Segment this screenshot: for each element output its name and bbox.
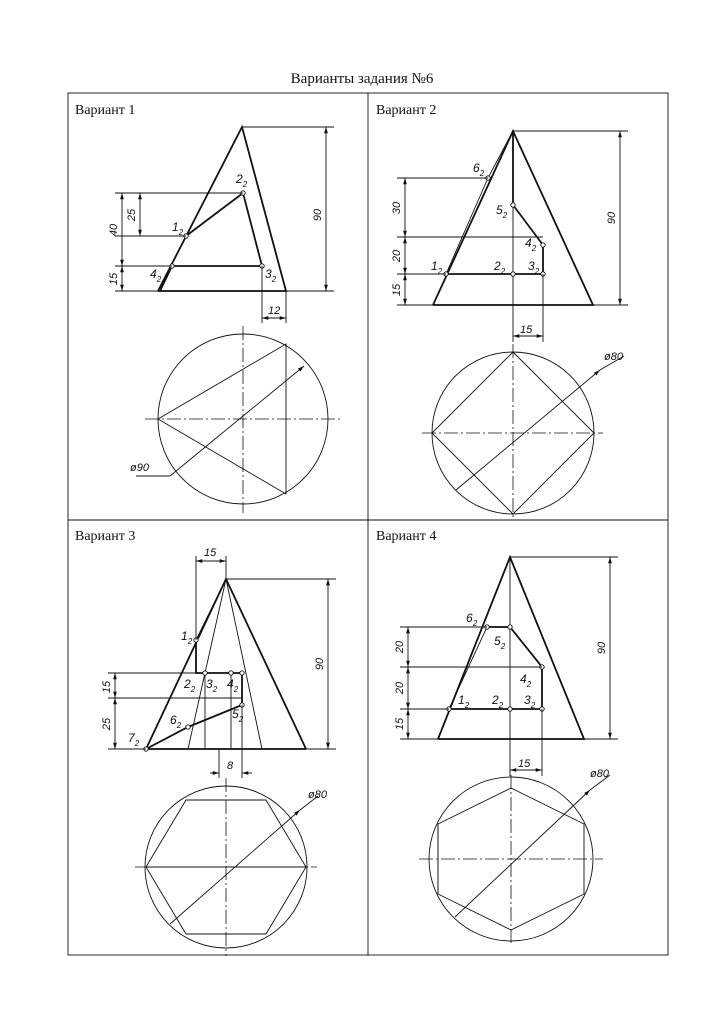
v2-dim-offset: 15	[520, 324, 533, 336]
point-subscript: 2	[530, 701, 536, 710]
v1-point-1: $1_2$	[172, 220, 184, 237]
variant-3	[75, 529, 336, 956]
point-subscript: 2	[498, 701, 504, 710]
v4-point-6: $6_2$	[466, 611, 478, 628]
v1-dim-height: 90	[312, 208, 324, 222]
v2-dim-20: 20	[391, 249, 403, 263]
v2-point-5: $5_2$	[496, 203, 508, 220]
v1-point-4: $4_2$	[150, 267, 162, 284]
variant-1	[75, 103, 340, 513]
frame	[68, 93, 668, 955]
v3-point-3: $3_2$	[206, 677, 218, 694]
v1-point-2: $2_2$	[236, 172, 248, 189]
variant-4-top-view	[419, 768, 610, 944]
point-subscript: 2	[242, 180, 248, 189]
point-subscript: 2	[464, 701, 470, 710]
v3-dim-top-offset: 15	[204, 547, 217, 559]
point-subscript: 2	[190, 685, 196, 694]
variant-3-top-view	[135, 778, 328, 956]
v3-dim-25: 25	[101, 717, 113, 731]
v4-point-1: $1_2$	[458, 693, 470, 710]
point-subscript: 2	[233, 685, 239, 694]
v2-point-2: $2_2$	[494, 259, 506, 276]
v1-point-3: $3_2$	[265, 267, 277, 284]
variant-2-label: Вариант 2	[376, 103, 437, 118]
v2-point-6: $6_2$	[473, 161, 485, 178]
v1-dim-25: 25	[126, 208, 138, 222]
variant-4-front-view	[394, 557, 618, 776]
point-subscript: 2	[534, 267, 540, 276]
v3-point-4: $4_2$	[227, 677, 239, 694]
v4-point-4: $4_2$	[520, 672, 532, 689]
v1-dim-12: 12	[268, 305, 281, 317]
v3-dim-diameter: ø80	[308, 789, 327, 801]
v4-dim-20b: 20	[394, 681, 406, 695]
v3-point-2: $2_2$	[184, 677, 196, 694]
v3-dim-15: 15	[101, 680, 113, 694]
variant-2	[376, 103, 628, 520]
v1-dim-15: 15	[108, 272, 120, 286]
variant-4	[376, 529, 618, 944]
page-title: Варианты задания №6	[290, 71, 434, 87]
v4-dim-height: 90	[596, 641, 608, 655]
v4-point-2: $2_2$	[492, 693, 504, 710]
point-subscript: 2	[531, 244, 537, 253]
v4-dim-20a: 20	[394, 640, 406, 654]
v2-dim-diameter: ø80	[604, 351, 623, 363]
v4-point-3: $3_2$	[524, 693, 536, 710]
point-subscript: 2	[437, 267, 443, 276]
v2-point-4: $4_2$	[525, 236, 537, 253]
point-subscript: 2	[176, 721, 182, 730]
point-subscript: 2	[134, 739, 140, 748]
v2-point-1: $1_2$	[431, 259, 443, 276]
v1-dim-diameter: ø90	[130, 462, 149, 474]
v3-dim-offset: 8	[227, 760, 234, 772]
variant-3-label: Вариант 3	[75, 529, 136, 544]
v4-dim-15: 15	[394, 717, 406, 731]
point-subscript: 2	[479, 169, 485, 178]
point-subscript: 2	[500, 642, 506, 651]
point-subscript: 2	[212, 685, 218, 694]
point-subscript: 2	[500, 267, 506, 276]
variant-4-label: Вариант 4	[376, 529, 437, 544]
v4-dim-diameter: ø80	[590, 768, 609, 780]
v4-dim-offset: 15	[518, 758, 531, 770]
point-subscript: 2	[472, 619, 478, 628]
v1-dim-40: 40	[108, 223, 120, 237]
variant-2-top-view	[422, 344, 624, 520]
point-subscript: 2	[238, 715, 244, 724]
variant-2-front-view	[391, 131, 628, 342]
point-subscript: 2	[156, 275, 162, 284]
variant-1-label: Вариант 1	[75, 103, 136, 118]
v2-point-3: $3_2$	[528, 259, 540, 276]
variant-3-front-view	[101, 547, 336, 778]
v3-point-7: $7_2$	[128, 731, 140, 748]
v3-dim-height: 90	[314, 657, 326, 671]
point-subscript: 2	[526, 680, 532, 689]
v4-point-5: $5_2$	[494, 634, 506, 651]
v2-dim-30: 30	[391, 201, 403, 215]
v3-point-5: $5_2$	[232, 707, 244, 724]
variant-1-top-view	[130, 326, 340, 513]
v3-point-6: $6_2$	[170, 713, 182, 730]
point-subscript: 2	[502, 211, 508, 220]
v3-point-1: $1_2$	[181, 629, 193, 646]
v2-dim-15: 15	[391, 283, 403, 297]
point-subscript: 2	[178, 228, 184, 237]
variant-1-front-view	[108, 127, 334, 323]
v2-dim-height: 90	[606, 211, 618, 225]
point-subscript: 2	[187, 637, 193, 646]
point-subscript: 2	[271, 275, 277, 284]
